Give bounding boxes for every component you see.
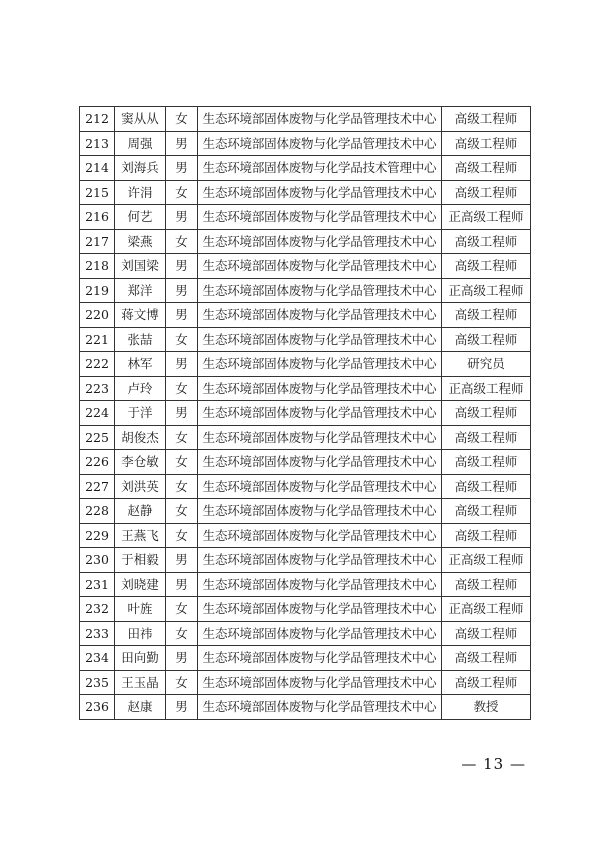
cell-number: 230 xyxy=(80,548,115,573)
cell-sex: 女 xyxy=(166,670,198,695)
table-row xyxy=(80,303,531,328)
cell-number: 229 xyxy=(80,523,115,548)
cell-sex: 男 xyxy=(166,548,198,573)
cell-sex: 女 xyxy=(166,180,198,205)
cell-number: 217 xyxy=(80,229,115,254)
cell-title: 高级工程师 xyxy=(442,646,531,671)
cell-sex: 男 xyxy=(166,303,198,328)
cell-number: 226 xyxy=(80,450,115,475)
cell-number: 216 xyxy=(80,205,115,230)
table-row xyxy=(80,474,531,499)
cell-organization: 生态环境部固体废物与化学品管理技术中心 xyxy=(198,376,442,401)
cell-organization: 生态环境部固体废物与化学品管理技术中心 xyxy=(198,499,442,524)
cell-organization: 生态环境部固体废物与化学品管理技术中心 xyxy=(198,523,442,548)
cell-organization: 生态环境部固体废物与化学品管理技术中心 xyxy=(198,303,442,328)
cell-title: 正高级工程师 xyxy=(442,376,531,401)
table-row xyxy=(80,572,531,597)
cell-name: 王玉晶 xyxy=(115,670,166,695)
cell-title: 高级工程师 xyxy=(442,229,531,254)
table-row xyxy=(80,621,531,646)
cell-organization: 生态环境部固体废物与化学品管理技术中心 xyxy=(198,646,442,671)
cell-name: 于洋 xyxy=(115,401,166,426)
cell-title: 高级工程师 xyxy=(442,303,531,328)
cell-sex: 女 xyxy=(166,597,198,622)
cell-name: 许涓 xyxy=(115,180,166,205)
cell-organization: 生态环境部固体废物与化学品管理技术中心 xyxy=(198,278,442,303)
cell-sex: 男 xyxy=(166,205,198,230)
cell-organization: 生态环境部固体废物与化学品管理技术中心 xyxy=(198,425,442,450)
cell-title: 高级工程师 xyxy=(442,621,531,646)
cell-name: 叶旌 xyxy=(115,597,166,622)
cell-title: 正高级工程师 xyxy=(442,548,531,573)
cell-name: 卢玲 xyxy=(115,376,166,401)
table-row xyxy=(80,205,531,230)
cell-organization: 生态环境部固体废物与化学品管理技术中心 xyxy=(198,229,442,254)
cell-sex: 男 xyxy=(166,131,198,156)
cell-name: 刘洪英 xyxy=(115,474,166,499)
table-row xyxy=(80,548,531,573)
cell-number: 218 xyxy=(80,254,115,279)
cell-organization: 生态环境部固体废物与化学品管理技术中心 xyxy=(198,180,442,205)
table-row xyxy=(80,499,531,524)
cell-name: 王燕飞 xyxy=(115,523,166,548)
cell-name: 何艺 xyxy=(115,205,166,230)
cell-title: 研究员 xyxy=(442,352,531,377)
cell-organization: 生态环境部固体废物与化学品管理技术中心 xyxy=(198,131,442,156)
cell-name: 刘海兵 xyxy=(115,156,166,181)
cell-sex: 男 xyxy=(166,156,198,181)
cell-name: 赵静 xyxy=(115,499,166,524)
cell-organization: 生态环境部固体废物与化学品管理技术中心 xyxy=(198,450,442,475)
cell-organization: 生态环境部固体废物与化学品管理技术中心 xyxy=(198,670,442,695)
cell-number: 233 xyxy=(80,621,115,646)
table-row xyxy=(80,278,531,303)
roster-table-body xyxy=(80,107,531,720)
cell-name: 李仓敏 xyxy=(115,450,166,475)
cell-organization: 生态环境部固体废物与化学品技术管理中心 xyxy=(198,156,442,181)
cell-number: 235 xyxy=(80,670,115,695)
cell-title: 高级工程师 xyxy=(442,156,531,181)
cell-title: 教授 xyxy=(442,695,531,720)
cell-sex: 女 xyxy=(166,376,198,401)
cell-organization: 生态环境部固体废物与化学品管理技术中心 xyxy=(198,572,442,597)
cell-name: 田向勤 xyxy=(115,646,166,671)
cell-title: 正高级工程师 xyxy=(442,278,531,303)
cell-number: 225 xyxy=(80,425,115,450)
cell-sex: 男 xyxy=(166,352,198,377)
cell-name: 赵康 xyxy=(115,695,166,720)
table-row xyxy=(80,450,531,475)
cell-sex: 男 xyxy=(166,695,198,720)
cell-number: 221 xyxy=(80,327,115,352)
cell-sex: 男 xyxy=(166,278,198,303)
cell-number: 214 xyxy=(80,156,115,181)
cell-organization: 生态环境部固体废物与化学品管理技术中心 xyxy=(198,254,442,279)
cell-name: 蒋文博 xyxy=(115,303,166,328)
table-row xyxy=(80,523,531,548)
cell-title: 高级工程师 xyxy=(442,254,531,279)
cell-name: 胡俊杰 xyxy=(115,425,166,450)
cell-title: 高级工程师 xyxy=(442,131,531,156)
cell-sex: 男 xyxy=(166,646,198,671)
cell-number: 215 xyxy=(80,180,115,205)
cell-sex: 男 xyxy=(166,254,198,279)
cell-number: 227 xyxy=(80,474,115,499)
table-row xyxy=(80,180,531,205)
cell-organization: 生态环境部固体废物与化学品管理技术中心 xyxy=(198,401,442,426)
cell-sex: 女 xyxy=(166,499,198,524)
cell-name: 刘国梁 xyxy=(115,254,166,279)
cell-title: 高级工程师 xyxy=(442,572,531,597)
cell-number: 213 xyxy=(80,131,115,156)
cell-name: 梁燕 xyxy=(115,229,166,254)
cell-sex: 女 xyxy=(166,474,198,499)
table-row xyxy=(80,156,531,181)
cell-sex: 女 xyxy=(166,107,198,132)
cell-title: 正高级工程师 xyxy=(442,205,531,230)
cell-sex: 女 xyxy=(166,523,198,548)
cell-name: 刘晓建 xyxy=(115,572,166,597)
cell-number: 223 xyxy=(80,376,115,401)
cell-title: 高级工程师 xyxy=(442,523,531,548)
cell-name: 于相毅 xyxy=(115,548,166,573)
table-row xyxy=(80,670,531,695)
cell-number: 232 xyxy=(80,597,115,622)
cell-title: 高级工程师 xyxy=(442,499,531,524)
page-number: — 13 — xyxy=(461,755,526,773)
cell-title: 高级工程师 xyxy=(442,474,531,499)
cell-name: 周强 xyxy=(115,131,166,156)
cell-title: 高级工程师 xyxy=(442,327,531,352)
cell-sex: 男 xyxy=(166,401,198,426)
cell-name: 郑洋 xyxy=(115,278,166,303)
table-row xyxy=(80,131,531,156)
table-row xyxy=(80,107,531,132)
cell-number: 228 xyxy=(80,499,115,524)
cell-number: 220 xyxy=(80,303,115,328)
cell-number: 234 xyxy=(80,646,115,671)
cell-number: 224 xyxy=(80,401,115,426)
cell-organization: 生态环境部固体废物与化学品管理技术中心 xyxy=(198,621,442,646)
cell-sex: 男 xyxy=(166,572,198,597)
cell-organization: 生态环境部固体废物与化学品管理技术中心 xyxy=(198,597,442,622)
table-row xyxy=(80,695,531,720)
table-row xyxy=(80,352,531,377)
cell-name: 窦从从 xyxy=(115,107,166,132)
cell-name: 田祎 xyxy=(115,621,166,646)
cell-number: 231 xyxy=(80,572,115,597)
cell-organization: 生态环境部固体废物与化学品管理技术中心 xyxy=(198,107,442,132)
table-row xyxy=(80,229,531,254)
cell-number: 219 xyxy=(80,278,115,303)
cell-title: 高级工程师 xyxy=(442,107,531,132)
cell-title: 高级工程师 xyxy=(442,425,531,450)
table-row xyxy=(80,425,531,450)
roster-table xyxy=(79,106,531,720)
table-row xyxy=(80,254,531,279)
cell-organization: 生态环境部固体废物与化学品管理技术中心 xyxy=(198,695,442,720)
cell-number: 222 xyxy=(80,352,115,377)
cell-organization: 生态环境部固体废物与化学品管理技术中心 xyxy=(198,327,442,352)
cell-sex: 女 xyxy=(166,425,198,450)
table-row xyxy=(80,376,531,401)
cell-number: 212 xyxy=(80,107,115,132)
cell-sex: 女 xyxy=(166,450,198,475)
cell-organization: 生态环境部固体废物与化学品管理技术中心 xyxy=(198,548,442,573)
cell-organization: 生态环境部固体废物与化学品管理技术中心 xyxy=(198,352,442,377)
cell-number: 236 xyxy=(80,695,115,720)
cell-title: 高级工程师 xyxy=(442,450,531,475)
cell-organization: 生态环境部固体废物与化学品管理技术中心 xyxy=(198,474,442,499)
cell-title: 正高级工程师 xyxy=(442,597,531,622)
table-row xyxy=(80,597,531,622)
cell-sex: 女 xyxy=(166,621,198,646)
cell-organization: 生态环境部固体废物与化学品管理技术中心 xyxy=(198,205,442,230)
cell-sex: 女 xyxy=(166,327,198,352)
cell-sex: 女 xyxy=(166,229,198,254)
cell-title: 高级工程师 xyxy=(442,180,531,205)
table-row xyxy=(80,646,531,671)
table-row xyxy=(80,401,531,426)
cell-name: 林军 xyxy=(115,352,166,377)
cell-title: 高级工程师 xyxy=(442,401,531,426)
cell-name: 张喆 xyxy=(115,327,166,352)
cell-title: 高级工程师 xyxy=(442,670,531,695)
table-row xyxy=(80,327,531,352)
